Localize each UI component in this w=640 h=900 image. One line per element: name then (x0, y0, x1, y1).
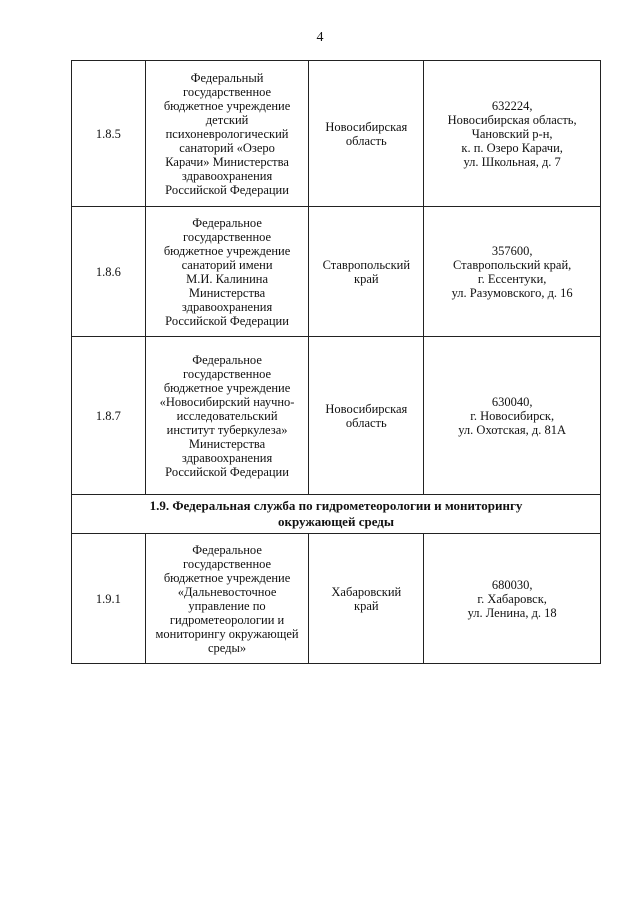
row-number: 1.8.6 (72, 207, 146, 337)
institution-line: Федеральный (190, 70, 264, 85)
institution-line: бюджетное учреждение (163, 380, 291, 395)
region (309, 337, 424, 495)
institution-line: здравоохранения (181, 299, 273, 314)
page-number: 4 (316, 30, 324, 45)
institution-line: Министерства (188, 436, 266, 451)
institution-line: Российской Федерации (165, 464, 289, 479)
address-line: 357600, (491, 243, 533, 258)
table-row (72, 207, 601, 337)
address (424, 207, 601, 337)
institution-line: детский (205, 112, 249, 127)
address-line: ул. Разумовского, д. 16 (451, 285, 573, 300)
table-row (72, 534, 601, 664)
institutions-table (71, 60, 601, 664)
institution-line: Федеральное (192, 215, 262, 230)
institution-line: здравоохранения (181, 168, 273, 183)
region-line: Новосибирская (325, 401, 408, 416)
section-title (72, 495, 601, 534)
region-line: область (345, 415, 387, 430)
address (424, 534, 601, 664)
address-line: Новосибирская область, (447, 112, 577, 127)
section-title-line: 1.9. Федеральная служба по гидрометеорологии и мониторингу (149, 498, 523, 513)
region-line: область (345, 133, 387, 148)
address-line: г. Хабаровск, (477, 591, 547, 606)
institution-line: Российской Федерации (165, 313, 289, 328)
institution-line: мониторингу окружающей (155, 626, 299, 641)
institution-line: санаторий «Озеро (179, 140, 275, 155)
row-number: 1.9.1 (72, 534, 146, 664)
address-line: 680030, (491, 577, 533, 592)
region (309, 61, 424, 207)
table-row (72, 337, 601, 495)
region (309, 207, 424, 337)
row-number: 1.8.7 (72, 337, 146, 495)
address-line: 632224, (491, 98, 533, 113)
institution-name (145, 337, 309, 495)
institution-line: бюджетное учреждение (163, 570, 291, 585)
institution-line: здравоохранения (181, 450, 273, 465)
institution-line: «Дальневосточное (177, 584, 277, 599)
institution-line: санаторий имени (181, 257, 273, 272)
institution-line: «Новосибирский научно- (159, 394, 295, 409)
institution-line: государственное (183, 229, 272, 244)
institution-line: Министерства (188, 285, 266, 300)
address-line: Ставропольский край, (453, 257, 572, 272)
institution-line: бюджетное учреждение (163, 243, 291, 258)
institution-line: Российской Федерации (165, 182, 289, 197)
institution-name (145, 534, 309, 664)
region-line: Хабаровский (331, 584, 402, 599)
institution-name (145, 61, 309, 207)
institution-line: Федеральное (192, 542, 262, 557)
region (309, 534, 424, 664)
address-line: ул. Ленина, д. 18 (467, 605, 557, 620)
region-line: край (354, 598, 379, 613)
institution-line: институт туберкулеза» (166, 422, 288, 437)
address-line: г. Новосибирск, (470, 408, 555, 423)
address-line: 630040, (491, 394, 533, 409)
table-row (72, 61, 601, 207)
address-line: ул. Школьная, д. 7 (463, 154, 561, 169)
institution-line: государственное (183, 84, 272, 99)
institution-line: бюджетное учреждение (163, 98, 291, 113)
address (424, 61, 601, 207)
institution-line: управление по (188, 598, 266, 613)
region-line: Ставропольский (322, 257, 411, 272)
section-header-row (72, 495, 601, 534)
institution-line: Карачи» Министерства (165, 154, 289, 169)
institution-line: исследовательский (176, 408, 278, 423)
institution-line: М.И. Калинина (186, 271, 269, 286)
row-number: 1.8.5 (72, 61, 146, 207)
institution-line: психоневрологический (165, 126, 289, 141)
address-line: ул. Охотская, д. 81А (458, 422, 567, 437)
address-line: к. п. Озеро Карачи, (461, 140, 563, 155)
institution-line: Федеральное (192, 352, 262, 367)
region-line: край (354, 271, 379, 286)
institution-name (145, 207, 309, 337)
institution-line: среды» (207, 640, 247, 655)
section-title-line: окружающей среды (277, 514, 395, 529)
address-line: Чановский р-н, (471, 126, 553, 141)
address-line: г. Ессентуки, (477, 271, 547, 286)
address (424, 337, 601, 495)
region-line: Новосибирская (325, 119, 408, 134)
institution-line: гидрометеорологии и (169, 612, 285, 627)
institution-line: государственное (183, 366, 272, 381)
institution-line: государственное (183, 556, 272, 571)
